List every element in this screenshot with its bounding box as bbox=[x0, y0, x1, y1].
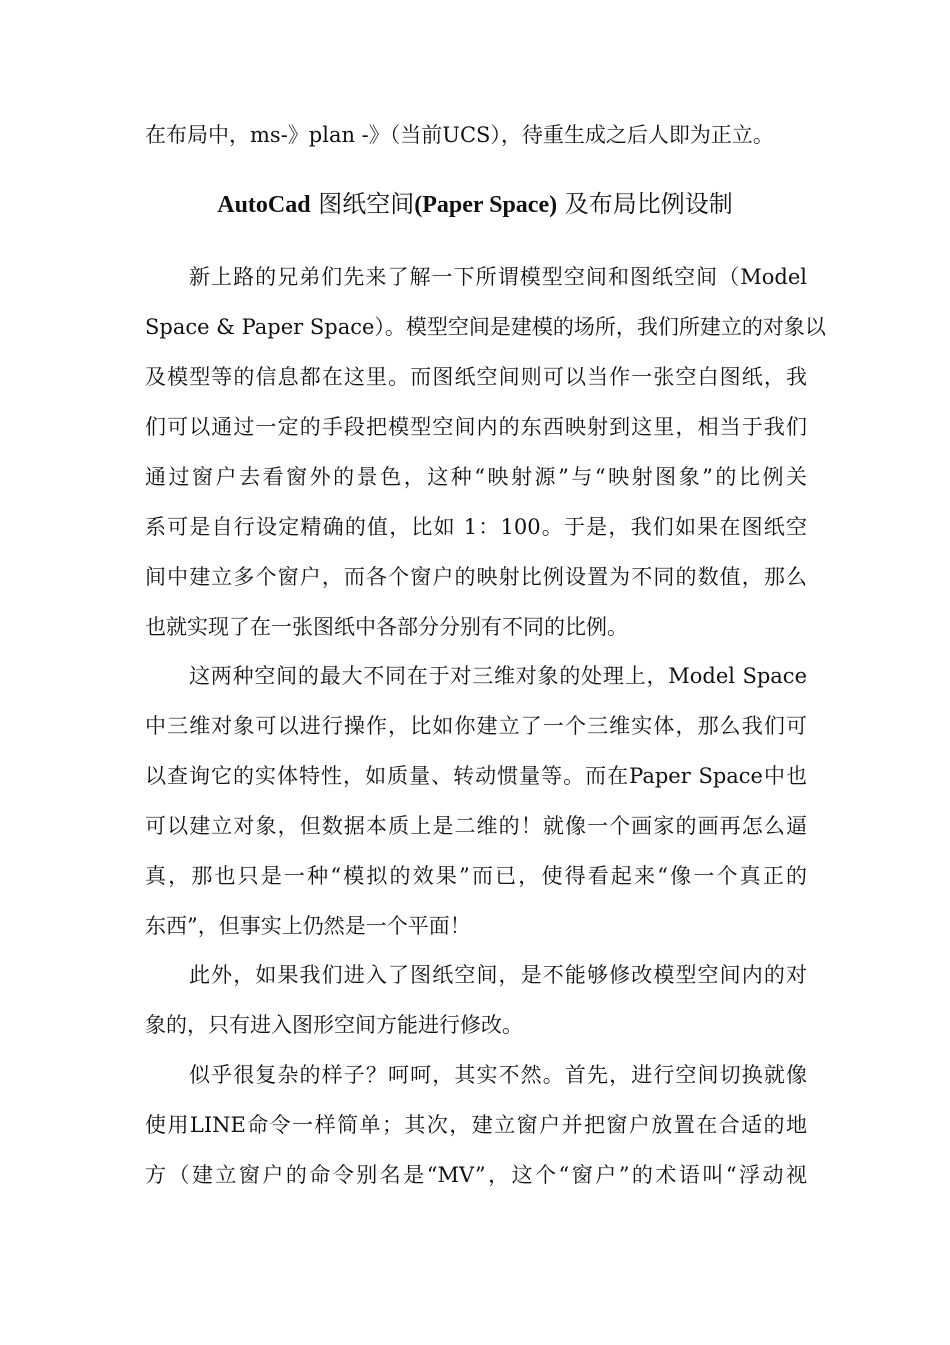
paragraph-line: 也就实现了在一张图纸中各部分分别有不同的比例。 bbox=[145, 615, 628, 639]
paragraph-line: 此外，如果我们进入了图纸空间，是不能够修改模型空间内的对 bbox=[189, 963, 807, 987]
paragraph-line: Space & Paper Space）。模型空间是建模的场所，我们所建立的对象以 bbox=[145, 315, 826, 339]
paragraph-line: 似乎很复杂的样子？呵呵，其实不然。首先，进行空间切换就像 bbox=[189, 1063, 807, 1087]
title-part-autocad: AutoCad bbox=[217, 192, 311, 218]
paragraph-line: 们可以通过一定的手段把模型空间内的东西映射到这里，相当于我们 bbox=[145, 415, 807, 439]
document-title bbox=[0, 187, 950, 222]
title-part-cn2: 及布局比例设制 bbox=[557, 190, 733, 218]
paragraph-line: 这两种空间的最大不同在于对三维对象的处理上，Model Space bbox=[189, 664, 807, 688]
paragraph-line: 以查询它的实体特性，如质量、转动惯量等。而在Paper Space中也 bbox=[145, 764, 807, 788]
paragraph-line: 及模型等的信息都在这里。而图纸空间则可以当作一张空白图纸，我 bbox=[145, 365, 807, 389]
paragraph-line: 新上路的兄弟们先来了解一下所谓模型空间和图纸空间（Model bbox=[189, 265, 807, 289]
paragraph-line: 真，那也只是一种“模拟的效果”而已，使得看起来“像一个真正的 bbox=[145, 864, 807, 888]
title-part-cn1: 图纸空间 bbox=[310, 190, 415, 218]
paragraph-line: 方（建立窗户的命令别名是“MV”，这个“窗户”的术语叫“浮动视 bbox=[145, 1163, 807, 1187]
intro-line: 在布局中，ms-》plan -》（当前UCS），待重生成之后人即为正立。 bbox=[145, 123, 774, 147]
paragraph-line: 使用LINE命令一样简单；其次，建立窗户并把窗户放置在合适的地 bbox=[145, 1113, 807, 1137]
paragraph-line: 可以建立对象，但数据本质上是二维的！就像一个画家的画再怎么逼 bbox=[145, 814, 807, 838]
paragraph-line: 东西”，但事实上仍然是一个平面！ bbox=[145, 914, 471, 938]
paragraph-line: 象的，只有进入图形空间方能进行修改。 bbox=[145, 1013, 523, 1037]
paragraph-line: 间中建立多个窗户，而各个窗户的映射比例设置为不同的数值，那么 bbox=[145, 565, 807, 589]
paragraph-line: 中三维对象可以进行操作，比如你建立了一个三维实体，那么我们可 bbox=[145, 714, 807, 738]
paragraph-line: 系可是自行设定精确的值，比如 1：100。于是，我们如果在图纸空 bbox=[145, 515, 807, 539]
title-part-paper-space: (Paper Space) bbox=[414, 192, 558, 218]
paragraph-line: 通过窗户去看窗外的景色，这种“映射源”与“映射图象”的比例关 bbox=[145, 465, 807, 489]
